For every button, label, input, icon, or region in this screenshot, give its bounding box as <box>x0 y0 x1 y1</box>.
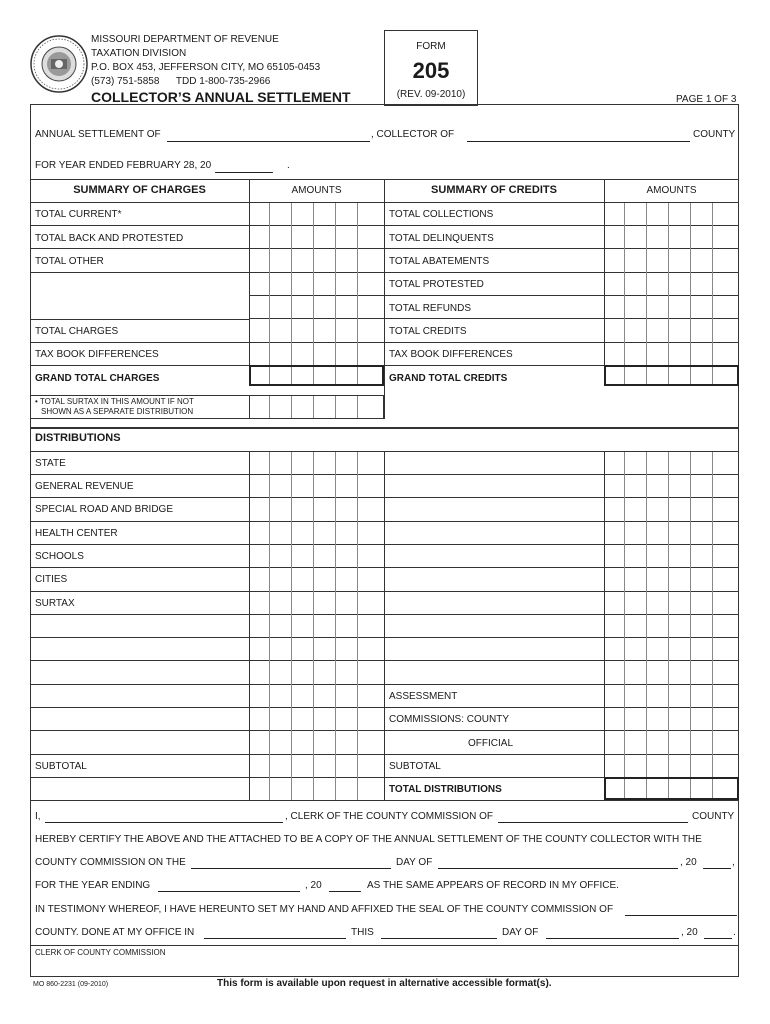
year-ended-field[interactable] <box>215 172 273 173</box>
cert-this-day-field[interactable] <box>381 938 497 939</box>
credits-amount-cells[interactable] <box>605 203 739 386</box>
cert-year-ending-year-field[interactable] <box>329 891 361 892</box>
grand-total-credits-label: GRAND TOTAL CREDITS <box>389 373 508 384</box>
year-ended-label: FOR YEAR ENDED FEBRUARY 28, 20 <box>35 160 212 171</box>
dist-schools-label: SCHOOLS <box>35 551 84 562</box>
cert-year-ending-label: FOR THE YEAR ENDING <box>35 880 151 891</box>
cert-year2-field[interactable] <box>704 938 732 939</box>
total-distributions-label: TOTAL DISTRIBUTIONS <box>389 784 502 795</box>
collector-county-field[interactable] <box>467 141 690 142</box>
cert-office-field[interactable] <box>204 938 346 939</box>
charges-amount-cells[interactable] <box>250 203 384 386</box>
annual-settlement-label: ANNUAL SETTLEMENT OF <box>35 129 161 140</box>
year-ended-period: . <box>287 160 290 171</box>
dept-phone: (573) 751-5858 TDD 1-800-735-2966 <box>91 76 271 87</box>
dist-surtax-label: SURTAX <box>35 598 75 609</box>
dist-commissions-county-label: COMMISSIONS: COUNTY <box>389 714 510 725</box>
division-name: TAXATION DIVISION <box>91 48 187 59</box>
cert-comma-label: , <box>732 857 735 868</box>
dist-left-amount-cells[interactable] <box>250 452 384 800</box>
total-protested-label: TOTAL PROTESTED <box>389 279 484 290</box>
grand-total-charges-box[interactable] <box>249 365 384 386</box>
cert-commission-on-label: COUNTY COMMISSION ON THE <box>35 857 186 868</box>
cert-comma20b-label: , 20 <box>305 880 322 891</box>
total-delinquents-label: TOTAL DELINQUENTS <box>389 233 494 244</box>
charges-tax-book-label: TAX BOOK DIFFERENCES <box>35 349 159 360</box>
surtax-note-line2: SHOWN AS A SEPARATE DISTRIBUTION <box>41 407 194 416</box>
grand-total-charges-label: GRAND TOTAL CHARGES <box>35 373 160 384</box>
cert-comma20c-label: , 20 <box>681 927 698 938</box>
state-seal-icon <box>29 34 89 94</box>
cert-year-field[interactable] <box>703 868 731 869</box>
dist-health-center-label: HEALTH CENTER <box>35 528 118 539</box>
dist-cities-label: CITIES <box>35 574 68 585</box>
cert-comma20-label: , 20 <box>680 857 697 868</box>
cert-this-label: THIS <box>351 927 374 938</box>
total-abatements-label: TOTAL ABATEMENTS <box>389 256 490 267</box>
accessibility-notice: This form is available upon request in alternative accessible format(s). <box>217 978 552 989</box>
cert-line2: HEREBY CERTIFY THE ABOVE AND THE ATTACHED TO BE A COPY OF THE ANNUAL SETTLEMENT OF THE COUNTY COLLECTOR WITH THE <box>35 834 702 845</box>
cert-period-label: . <box>733 927 736 938</box>
form-revision: (REV. 09-2010) <box>396 89 466 100</box>
collector-of-label: , COLLECTOR OF <box>371 129 455 140</box>
dept-name: MISSOURI DEPARTMENT OF REVENUE <box>91 34 279 45</box>
clerk-signature-field[interactable] <box>31 960 738 976</box>
cert-county-done-label: COUNTY. DONE AT MY OFFICE IN <box>35 927 195 938</box>
credits-amounts-heading: AMOUNTS <box>646 185 697 196</box>
summary-charges-heading: SUMMARY OF CHARGES <box>73 184 206 196</box>
cert-seal-county-field[interactable] <box>625 915 737 916</box>
cert-day-of-label: DAY OF <box>396 857 433 868</box>
cert-testimony-label: IN TESTIMONY WHEREOF, I HAVE HEREUNTO SET MY HAND AND AFFIXED THE SEAL OF THE COUNTY COMMISSION OF <box>35 904 614 915</box>
distributions-heading: DISTRIBUTIONS <box>35 432 121 444</box>
total-current-label: TOTAL CURRENT* <box>35 209 122 220</box>
form-label: FORM <box>416 41 446 52</box>
cert-county-label: COUNTY <box>692 811 735 822</box>
cert-month2-field[interactable] <box>546 938 679 939</box>
total-credits-label: TOTAL CREDITS <box>389 326 467 337</box>
total-distributions-box[interactable] <box>604 777 739 800</box>
grand-total-credits-box[interactable] <box>604 365 739 386</box>
form-number: 205 <box>412 58 450 83</box>
dept-address: P.O. BOX 453, JEFFERSON CITY, MO 65105-0453 <box>91 62 321 73</box>
total-refunds-label: TOTAL REFUNDS <box>389 303 472 314</box>
cert-month-field[interactable] <box>438 868 678 869</box>
total-collections-label: TOTAL COLLECTIONS <box>389 209 494 220</box>
cert-clerk-label: , CLERK OF THE COUNTY COMMISSION OF <box>285 811 493 822</box>
total-other-label: TOTAL OTHER <box>35 256 104 267</box>
settlement-name-field[interactable] <box>167 141 370 142</box>
cert-i-label: I, <box>35 811 41 822</box>
cert-commission-day-field[interactable] <box>191 868 391 869</box>
cert-day-of2-label: DAY OF <box>502 927 539 938</box>
surtax-note-line1: • TOTAL SURTAX IN THIS AMOUNT IF NOT <box>35 397 194 406</box>
dist-official-label: OFFICIAL <box>468 738 514 749</box>
dist-subtotal-left-label: SUBTOTAL <box>35 761 87 772</box>
summary-credits-heading: SUMMARY OF CREDITS <box>431 184 557 196</box>
cert-clerk-name-field[interactable] <box>45 822 283 823</box>
dist-general-revenue-label: GENERAL REVENUE <box>35 481 134 492</box>
cert-year-ending-field[interactable] <box>158 891 300 892</box>
dist-special-road-label: SPECIAL ROAD AND BRIDGE <box>35 504 173 515</box>
county-label: COUNTY <box>693 129 736 140</box>
charges-amounts-heading: AMOUNTS <box>291 185 342 196</box>
dist-right-amount-cells[interactable] <box>605 452 739 800</box>
dist-subtotal-right-label: SUBTOTAL <box>389 761 441 772</box>
dist-assessment-label: ASSESSMENT <box>389 691 458 702</box>
clerk-signature-label: CLERK OF COUNTY COMMISSION <box>35 948 166 957</box>
dist-state-label: STATE <box>35 458 66 469</box>
total-charges-label: TOTAL CHARGES <box>35 326 119 337</box>
cert-as-same-label: AS THE SAME APPEARS OF RECORD IN MY OFFICE. <box>367 880 619 891</box>
total-back-label: TOTAL BACK AND PROTESTED <box>35 233 184 244</box>
page-title: COLLECTOR’S ANNUAL SETTLEMENT <box>91 89 351 105</box>
page-number: PAGE 1 OF 3 <box>676 94 737 105</box>
form-code: MO 860-2231 (09-2010) <box>33 981 109 988</box>
surtax-amount-cells[interactable] <box>250 396 384 418</box>
credits-tax-book-label: TAX BOOK DIFFERENCES <box>389 349 513 360</box>
cert-county-field[interactable] <box>498 822 688 823</box>
